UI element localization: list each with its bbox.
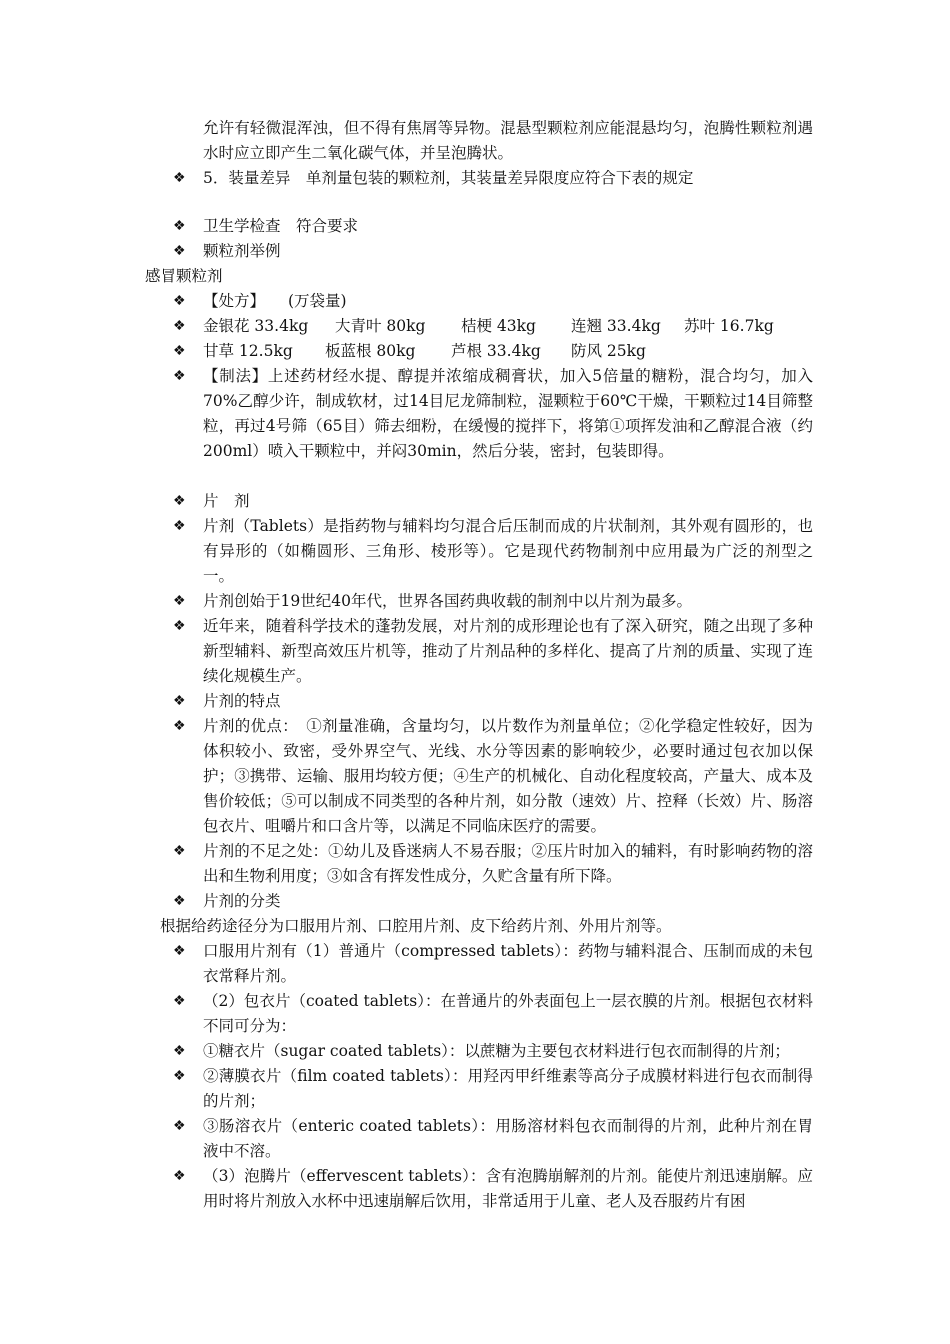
bullet-icon: ❖: [173, 368, 186, 384]
bullet-icon: ❖: [173, 343, 186, 359]
list-item-text: 【制法】上述药材经水提、醇提并浓缩成稠膏状，加入5倍量的糖粉，混合均匀，加入70%乙醇少许，制成软材，过14目尼龙筛制粒，湿颗粒于60℃干燥，干颗粒过14目筛整粒，再过4号筛（65目）筛去细粉，在缓慢的搅拌下，将第①项挥发油和乙醇混合液（约200ml）喷入干颗粒中，并闷30min，然后分装，密封，包装即得。: [203, 367, 813, 460]
list-item-ingredients-1: [173, 314, 813, 339]
list-item-method: [173, 364, 813, 464]
list-item-features-heading: [173, 689, 813, 714]
list-item-text: 片剂创始于19世纪40年代，世界各国药典收载的制剂中以片剂为最多。: [203, 592, 692, 610]
list-item-hygiene: [173, 214, 813, 239]
bullet-icon: ❖: [173, 1043, 186, 1059]
paragraph-continuation: 允许有轻微混浑浊，但不得有焦屑等异物。混悬型颗粒剂应能混悬均匀，泡腾性颗粒剂遇水时应立即产生二氧化碳气体，并呈泡腾状。: [203, 119, 813, 162]
section-heading: 片剂的特点: [203, 692, 281, 710]
bullet-icon: ❖: [173, 293, 186, 309]
list-item-sugar-coated: [173, 1039, 813, 1064]
list-item-text: 片剂的优点： ①剂量准确，含量均匀，以片数作为剂量单位；②化学稳定性较好，因为体积较小、致密，受外界空气、光线、水分等因素的影响较少，必要时通过包衣加以保护；③携带、运输、服用均较方便；④生产的机械化、自动化程度较高，产量大、成本及售价较低；⑤可以制成不同类型的各种片剂，如分散（速效）片、控释（长效）片、肠溶包衣片、咀嚼片和口含片等，以满足不同临床医疗的需要。: [203, 717, 813, 835]
ingredient: 桔梗 43kg: [461, 317, 536, 335]
ingredient: 芦根 33.4kg: [451, 342, 541, 360]
list-item-granule-examples: [173, 239, 813, 264]
list-item-text: 近年来，随着科学技术的蓬勃发展，对片剂的成形理论也有了深入研究，随之出现了多种新型辅料、新型高效压片机等，推动了片剂品种的多样化、提高了片剂的质量、实现了连续化规模生产。: [203, 617, 813, 685]
prescription-label: 【处方】: [203, 292, 266, 310]
bullet-icon: ❖: [173, 243, 186, 259]
list-item-loading-difference: [173, 166, 813, 191]
list-item-tablets-definition: [173, 514, 813, 589]
ingredient: 防风 25kg: [571, 342, 646, 360]
list-item-prescription: [173, 289, 813, 314]
list-item-tablets-recent: [173, 614, 813, 689]
bullet-icon: ❖: [173, 318, 186, 334]
bullet-icon: ❖: [173, 693, 186, 709]
bullet-icon: ❖: [173, 593, 186, 609]
bullet-icon: ❖: [173, 993, 186, 1009]
list-item-text: ②薄膜衣片（film coated tablets）：用羟丙甲纤维素等高分子成膜材料进行包衣而制得的片剂；: [203, 1067, 813, 1110]
ingredient: 苏叶 16.7kg: [684, 317, 774, 335]
bullet-icon: ❖: [173, 893, 186, 909]
list-item-text: （3）泡腾片（effervescent tablets）：含有泡腾崩解剂的片剂。能使片剂迅速崩解。应用时将片剂放入水杯中迅速崩解后饮用，非常适用于儿童、老人及吞服药片有困: [203, 1167, 813, 1210]
bullet-icon: ❖: [173, 1168, 186, 1184]
list-item-disadvantages: [173, 839, 813, 889]
bullet-icon: ❖: [173, 170, 186, 186]
ingredient: 金银花 33.4kg: [203, 317, 309, 335]
list-item-text: 颗粒剂举例: [203, 242, 281, 260]
list-item-enteric-coated: [173, 1114, 813, 1164]
bullet-icon: ❖: [173, 943, 186, 959]
ingredient: 板蓝根 80kg: [325, 342, 416, 360]
section-heading: 片剂的分类: [203, 892, 281, 910]
section-heading: 片 剂: [203, 492, 250, 510]
classification-intro: 根据给药途径分为口服用片剂、口腔用片剂、皮下给药片剂、外用片剂等。: [160, 917, 672, 935]
bullet-icon: ❖: [173, 718, 186, 734]
list-item-effervescent: [173, 1164, 813, 1214]
list-item-text: ①糖衣片（sugar coated tablets）：以蔗糖为主要包衣材料进行包衣而制得的片剂；: [203, 1042, 790, 1060]
ingredient: 甘草 12.5kg: [203, 342, 293, 360]
bullet-icon: ❖: [173, 218, 186, 234]
list-item-film-coated: [173, 1064, 813, 1114]
example-title: 感冒颗粒剂: [145, 267, 223, 285]
bullet-icon: ❖: [173, 1068, 186, 1084]
bullet-icon: ❖: [173, 518, 186, 534]
list-item-text: 5．装量差异 单剂量包装的颗粒剂，其装量差异限度应符合下表的规定: [203, 169, 694, 187]
list-item-tablets-history: [173, 589, 813, 614]
ingredient: 大青叶 80kg: [335, 317, 426, 335]
list-item-ingredients-2: [173, 339, 813, 364]
bullet-icon: ❖: [173, 493, 186, 509]
ingredient: 连翘 33.4kg: [571, 317, 661, 335]
list-item-advantages: [173, 714, 813, 839]
list-item-text: ③肠溶衣片（enteric coated tablets）：用肠溶材料包衣而制得的片剂，此种片剂在胃液中不溶。: [203, 1117, 813, 1160]
list-item-oral: [173, 939, 813, 989]
list-item-text: 口服用片剂有（1）普通片（compressed tablets）：药物与辅料混合、压制而成的未包衣常释片剂。: [203, 942, 813, 985]
list-item-tablets-heading: [173, 489, 813, 514]
list-item-classification-heading: [173, 889, 813, 914]
bullet-icon: ❖: [173, 618, 186, 634]
list-item-text: 片剂的不足之处：①幼儿及昏迷病人不易吞服；②压片时加入的辅料，有时影响药物的溶出和生物利用度；③如含有挥发性成分，久贮含量有所下降。: [203, 842, 813, 885]
list-item-text: 卫生学检查 符合要求: [203, 217, 359, 235]
bullet-icon: ❖: [173, 843, 186, 859]
list-item-text: （2）包衣片（coated tablets）：在普通片的外表面包上一层衣膜的片剂。根据包衣材料不同可分为：: [203, 992, 813, 1035]
bullet-icon: ❖: [173, 1118, 186, 1134]
prescription-unit: (万袋量): [287, 292, 347, 310]
list-item-coated: [173, 989, 813, 1039]
list-item-text: 片剂（Tablets）是指药物与辅料均匀混合后压制而成的片状制剂，其外观有圆形的，也有异形的（如椭圆形、三角形、棱形等）。它是现代药物制剂中应用最为广泛的剂型之一。: [203, 517, 813, 585]
